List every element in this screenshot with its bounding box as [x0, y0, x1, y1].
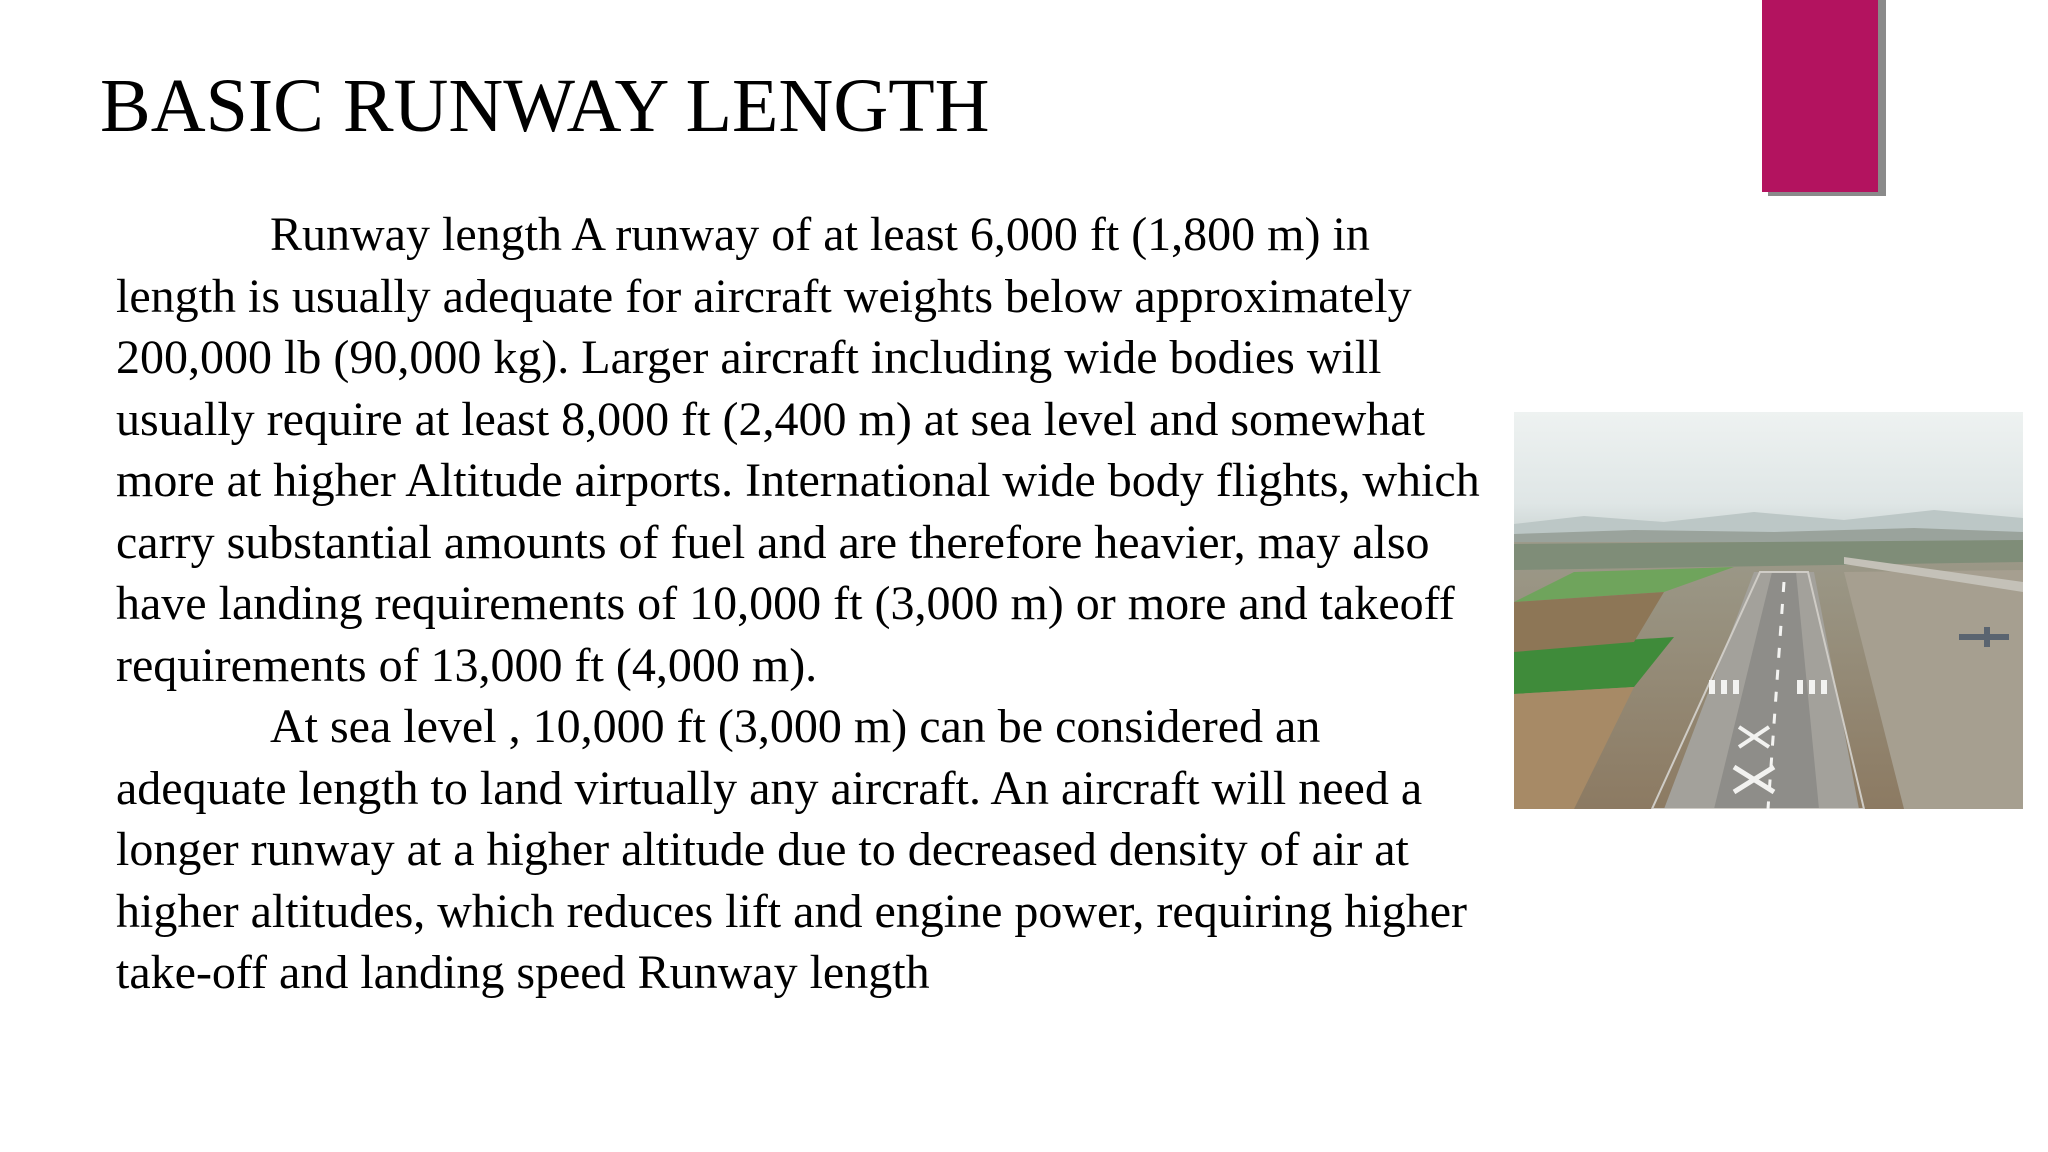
paragraph-2: At sea level , 10,000 ft (3,000 m) can be considered an adequate length to land virtually any aircraft. An aircraft will need a longer runway at a higher altitude due to decreased density of air at higher altitudes, which reduces lift and engine power, requiring higher take-off and landing speed Runway length: [116, 700, 1467, 999]
runway-aerial-photo: [1514, 412, 2023, 809]
accent-bar: [1762, 0, 1878, 192]
slide-title: BASIC RUNWAY LENGTH: [100, 64, 990, 148]
body-text: [116, 204, 1496, 1004]
paragraph-1: Runway length A runway of at least 6,000 ft (1,800 m) in length is usually adequate for aircraft weights below approximately 200,000 lb (90,000 kg). Larger aircraft including wide bodies will usually require at least 8,000 ft (2,400 m) at sea level and somewhat more at higher Altitude airports. International wide body flights, which carry substantial amounts of fuel and are therefore heavier, may also have landing requirements of 10,000 ft (3,000 m) or more and takeoff requirements of 13,000 ft (4,000 m).: [116, 208, 1480, 692]
